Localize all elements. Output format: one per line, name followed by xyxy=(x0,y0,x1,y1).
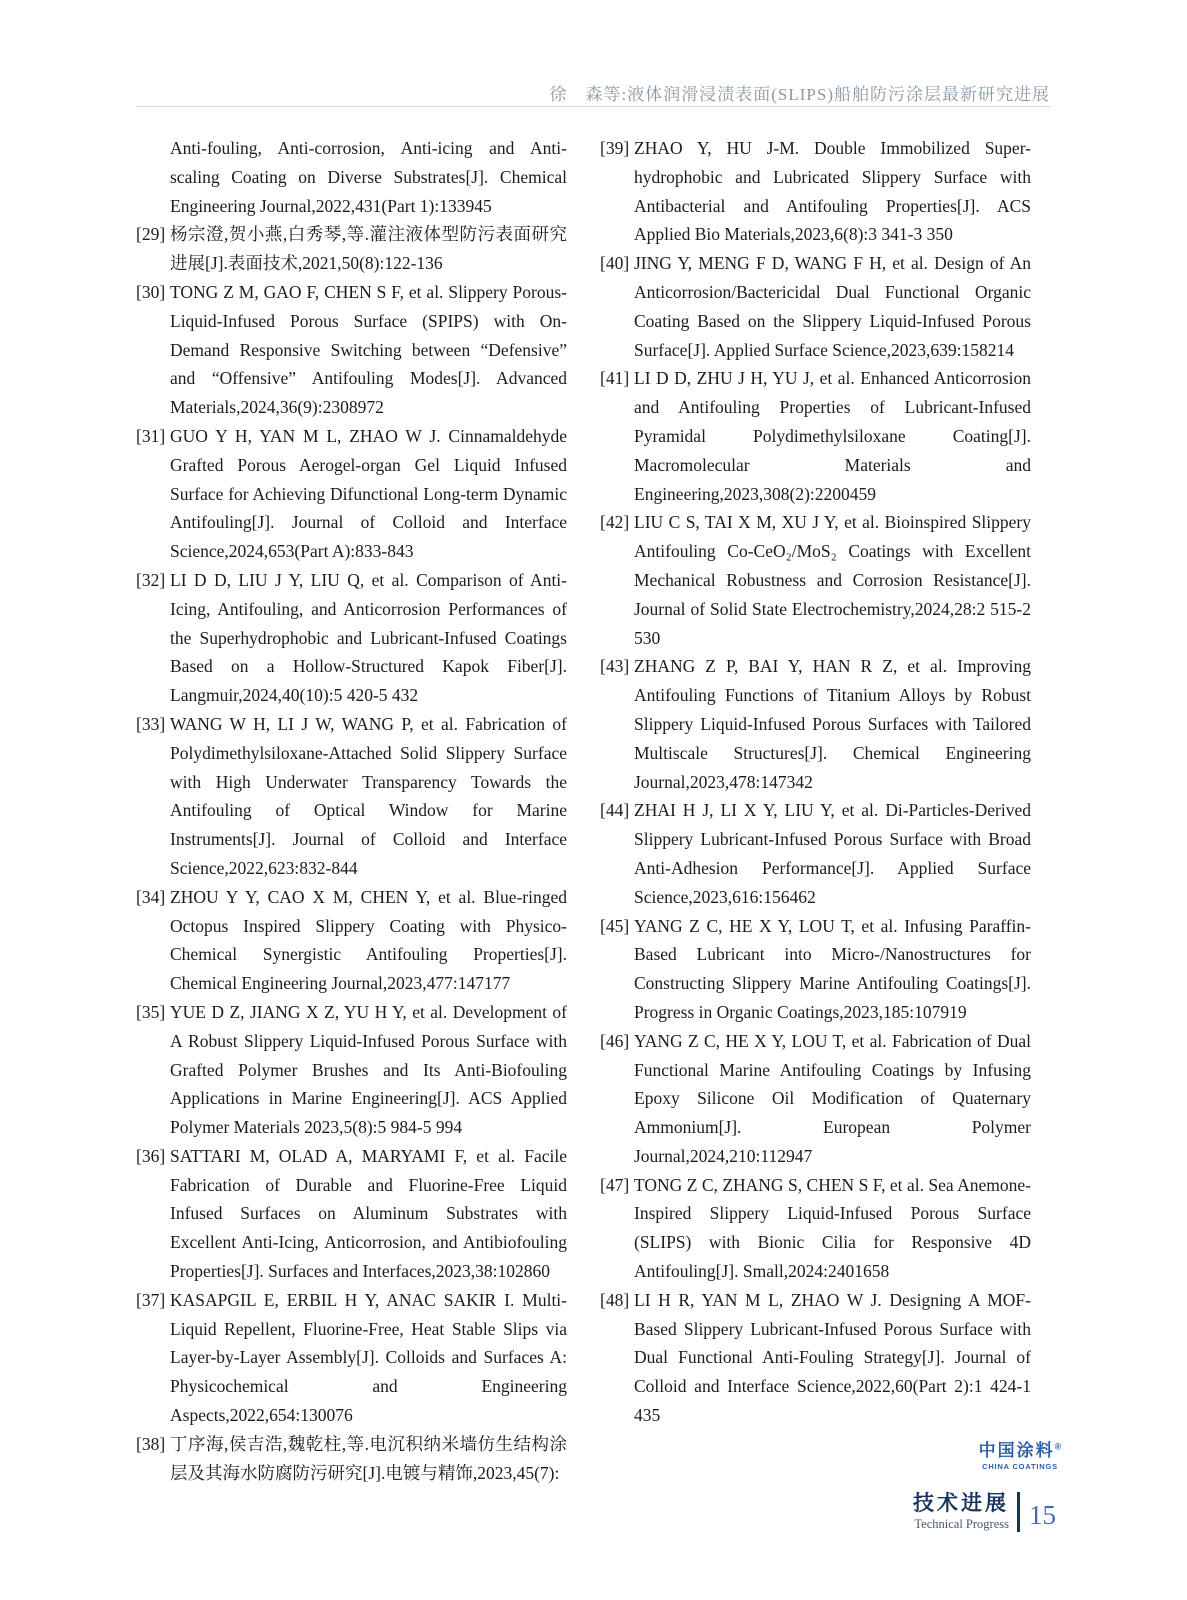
reference-number: [42] xyxy=(600,512,630,533)
reference-text: ZHANG Z P, BAI Y, HAN R Z, et al. Improving Antifouling Functions of Titanium Alloys by Robust Slippery Liquid-Infused Porous Surfaces with Tailored Multiscale Structures[J]. Chemical Engineering Journal,2023,478:147342 xyxy=(634,656,1031,792)
reference-item xyxy=(600,796,1031,911)
logo-english-text: CHINA COATINGS xyxy=(982,1462,1058,1471)
reference-number: [38] xyxy=(136,1433,166,1454)
section-title-english: Technical Progress xyxy=(914,1517,1009,1531)
section-title-chinese: 技术进展 xyxy=(913,1492,1009,1515)
registered-mark-icon: ® xyxy=(1054,1441,1062,1452)
reference-item xyxy=(600,364,1031,508)
reference-text: LI D D, LIU J Y, LIU Q, et al. Comparison of Anti-Icing, Antifouling, and Anticorrosion Performances of the Superhydrophobic and Lubricant-Infused Coatings Based on a Hollow-Structured Kapok Fiber[J]. Langmuir,2024,40(10):5 420-5 432 xyxy=(170,569,567,706)
reference-item xyxy=(136,1142,567,1286)
reference-item xyxy=(136,134,567,220)
reference-text: 杨宗澄,贺小燕,白秀琴,等.灌注液体型防污表面研究进展[J].表面技术,2021,50(8):122-136 xyxy=(170,224,567,274)
reference-item xyxy=(600,134,1031,249)
reference-text: Anti-fouling, Anti-corrosion, Anti-icing and Anti-scaling Coating on Diverse Substrates[J]. Chemical Engineering Journal,2022,431(Part 1):133945 xyxy=(170,138,567,216)
reference-text: LI D D, ZHU J H, YU J, et al. Enhanced Anticorrosion and Antifouling Properties of Lubricant-Infused Pyramidal Polydimethylsiloxane Coating[J]. Macromolecular Materials and Engineering,2023,308(2):2200459 xyxy=(634,368,1031,504)
reference-item xyxy=(136,220,567,278)
references-column-left xyxy=(136,134,567,1487)
reference-number: [32] xyxy=(136,569,166,590)
reference-number: [30] xyxy=(136,281,166,302)
reference-item xyxy=(136,422,567,566)
logo-chinese-text xyxy=(972,1436,1068,1461)
reference-item xyxy=(600,249,1031,364)
reference-number: [39] xyxy=(600,138,630,158)
reference-number: [34] xyxy=(136,886,166,907)
china-coatings-logo xyxy=(972,1436,1068,1471)
reference-number: [41] xyxy=(600,368,630,389)
reference-number: [33] xyxy=(136,713,166,734)
running-head: 徐 森等:液体润滑浸渍表面(SLIPS)船舶防污涂层最新研究进展 xyxy=(549,85,1050,104)
reference-number: [29] xyxy=(136,224,166,245)
reference-item xyxy=(600,1027,1031,1171)
reference-text: TONG Z C, ZHANG S, CHEN S F, et al. Sea Anemone-Inspired Slippery Liquid-Infused Porous Surface (SLIPS) with Bionic Cilia for Responsive 4D Antifouling[J]. Small,2024:2401658 xyxy=(634,1174,1031,1282)
header-rule xyxy=(137,106,1050,107)
references-column-right xyxy=(600,134,1031,1430)
reference-text: 丁序海,侯吉浩,魏乾柱,等.电沉积纳米墙仿生结构涂层及其海水防腐防污研究[J].电镀与精饰,2023,45(7): xyxy=(170,1433,567,1483)
reference-text: ZHOU Y Y, CAO X M, CHEN Y, et al. Blue-ringed Octopus Inspired Slippery Coating with Physico-Chemical Synergistic Antifouling Properties[J]. Chemical Engineering Journal,2023,477:147177 xyxy=(170,886,567,994)
page-number: 15 xyxy=(1029,1500,1056,1530)
reference-number: [43] xyxy=(600,656,630,677)
reference-item xyxy=(600,912,1031,1027)
reference-text: ZHAI H J, LI X Y, LIU Y, et al. Di-Particles-Derived Slippery Lubricant-Infused Porous Surface with Broad Anti-Adhesion Performance[J]. Applied Surface Science,2023,616:156462 xyxy=(634,800,1031,907)
reference-text: YANG Z C, HE X Y, LOU T, et al. Fabrication of Dual Functional Marine Antifouling Coatings by Infusing Epoxy Silicone Oil Modification of Quaternary Ammonium[J]. European Polymer Journal,2024,210:112947 xyxy=(634,1030,1031,1166)
reference-number: [46] xyxy=(600,1030,630,1051)
reference-text: YUE D Z, JIANG X Z, YU H Y, et al. Development of A Robust Slippery Liquid-Infused Porous Surface with Grafted Polymer Brushes and Its Anti-Biofouling Applications in Marine Engineering[J]. ACS Applied Polymer Materials 2023,5(8):5 984-5 994 xyxy=(170,1001,567,1138)
reference-number: [40] xyxy=(600,253,630,274)
reference-text: SATTARI M, OLAD A, MARYAMI F, et al. Facile Fabrication of Durable and Fluorine-Free Liquid Infused Surfaces on Aluminum Substrates with Excellent Anti-Icing, Anticorrosion, and Antibiofouling Properties[J]. Surfaces and Interfaces,2023,38:102860 xyxy=(170,1145,567,1282)
reference-item xyxy=(136,883,567,998)
reference-number: [31] xyxy=(136,425,166,446)
reference-item xyxy=(136,1430,567,1488)
reference-text: YANG Z C, HE X Y, LOU T, et al. Infusing Paraffin-Based Lubricant into Micro-/Nanostructures for Constructing Slippery Marine Antifouling Coatings[J]. Progress in Organic Coatings,2023,185:107919 xyxy=(634,915,1031,1022)
reference-text: JING Y, MENG F D, WANG F H, et al. Design of An Anticorrosion/Bactericidal Dual Functional Organic Coating Based on the Slippery Liquid-Infused Porous Surface[J]. Applied Surface Science,2023,639:158214 xyxy=(634,253,1031,360)
reference-text: LI H R, YAN M L, ZHAO W J. Designing A MOF-Based Slippery Lubricant-Infused Porous Surface with Dual Functional Anti-Fouling Strategy[J]. Journal of Colloid and Interface Science,2022,60(Part 2):1 424-1 435 xyxy=(634,1289,1031,1426)
reference-item xyxy=(600,1171,1031,1286)
reference-item xyxy=(136,710,567,883)
reference-item xyxy=(136,566,567,710)
reference-item xyxy=(136,278,567,422)
reference-number: [47] xyxy=(600,1174,630,1195)
reference-text: KASAPGIL E, ERBIL H Y, ANAC SAKIR I. Multi-Liquid Repellent, Fluorine-Free, Heat Stable Slips via Layer-by-Layer Assembly[J]. Colloids and Surfaces A: Physicochemical and Engineering Aspects,2022,654:130076 xyxy=(170,1289,567,1426)
reference-item xyxy=(600,508,1031,652)
reference-text: ZHAO Y, HU J-M. Double Immobilized Super-hydrophobic and Lubricated Slippery Surface with Antibacterial and Antifouling Properties[J]. ACS Applied Bio Materials,2023,6(8):3 341-3 350 xyxy=(634,138,1031,245)
reference-number: [35] xyxy=(136,1001,166,1022)
reference-text: LIU C S, TAI X M, XU J Y, et al. Bioinspired Slippery Antifouling Co-CeO₂/MoS₂ Coatings with Excellent Mechanical Robustness and Corrosion Resistance[J]. Journal of Solid State Electrochemistry,2024,28:2 515-2 530 xyxy=(634,512,1031,648)
reference-number: [37] xyxy=(136,1289,166,1310)
reference-item xyxy=(136,998,567,1142)
reference-item xyxy=(600,652,1031,796)
reference-item xyxy=(600,1286,1031,1430)
reference-number: [45] xyxy=(600,915,630,936)
reference-item xyxy=(136,1286,567,1430)
section-title-block xyxy=(913,1492,1017,1532)
reference-text: TONG Z M, GAO F, CHEN S F, et al. Slippery Porous-Liquid-Infused Porous Surface (SPIPS) with On-Demand Responsive Switching between “Defensive” and “Offensive” Antifouling Modes[J]. Advanced Materials,2024,36(9):2308972 xyxy=(170,281,567,418)
logo-cn-label: 中国涂料 xyxy=(978,1441,1055,1460)
reference-number: [48] xyxy=(600,1289,630,1310)
reference-number: [44] xyxy=(600,800,630,821)
page-footer xyxy=(913,1492,1056,1532)
reference-number: [36] xyxy=(136,1145,166,1166)
reference-text: WANG W H, LI J W, WANG P, et al. Fabrication of Polydimethylsiloxane-Attached Solid Slippery Surface with High Underwater Transparency Towards the Antifouling of Optical Window for Marine Instruments[J]. Journal of Colloid and Interface Science,2022,623:832-844 xyxy=(170,713,567,878)
reference-text: GUO Y H, YAN M L, ZHAO W J. Cinnamaldehyde Grafted Porous Aerogel-organ Gel Liquid Infused Surface for Achieving Difunctional Long-term Dynamic Antifouling[J]. Journal of Colloid and Interface Science,2024,653(Part A):833-843 xyxy=(170,425,567,562)
